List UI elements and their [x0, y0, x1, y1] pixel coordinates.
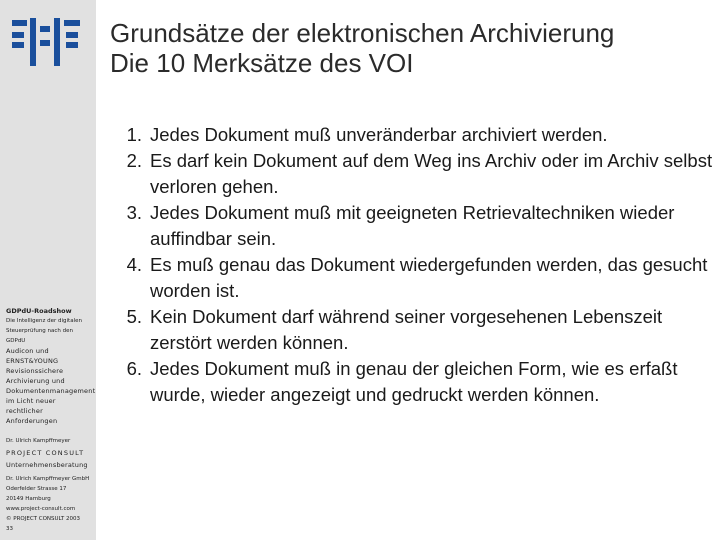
- website-link[interactable]: www.project-consult.com: [6, 506, 76, 512]
- list-item-text: Es muß genau das Dokument wiedergefunden werden, das gesucht worden ist.: [150, 254, 708, 301]
- list-item-number: 4.: [126, 254, 142, 275]
- list-item: [110, 304, 715, 356]
- list-item-number: 6.: [126, 358, 142, 379]
- company-full-name: Dr. Ulrich Kampffmeyer GmbH: [6, 476, 90, 482]
- list-item: [110, 148, 715, 200]
- page-number: 33: [6, 526, 13, 532]
- list-item-number: 1.: [126, 124, 142, 145]
- list-item: [110, 122, 715, 148]
- speaker-name: Dr. Ulrich Kampffmeyer: [6, 438, 71, 444]
- list-item: [110, 356, 715, 408]
- title-line-1: Grundsätze der elektronischen Archivierung: [110, 18, 615, 48]
- address-street: Oderfelder Strasse 17: [6, 486, 67, 492]
- slide-title: [110, 18, 710, 78]
- subtopic-label: Revisionssichere Archivierung und Dokumentenmanagement im Licht neuer rechtlicher Anforderungen: [6, 367, 96, 425]
- company-name: PROJECT CONSULT: [6, 449, 85, 457]
- list-item: [110, 200, 715, 252]
- list-item-text: Jedes Dokument muß mit geeigneten Retrievaltechniken wieder auffindbar sein.: [150, 202, 675, 249]
- project-consult-logo-icon: [12, 18, 82, 68]
- list-item-number: 2.: [126, 150, 142, 171]
- list-item-number: 5.: [126, 306, 142, 327]
- title-line-2: Die 10 Merksätze des VOI: [110, 48, 414, 78]
- list-item-text: Kein Dokument darf während seiner vorgesehenen Lebenszeit zerstört werden können.: [150, 306, 663, 353]
- list-item-text: Jedes Dokument muß unveränderbar archiviert werden.: [150, 124, 608, 145]
- list-item-number: 3.: [126, 202, 142, 223]
- principles-list: [110, 122, 715, 408]
- copyright-notice: © PROJECT CONSULT 2003: [6, 516, 80, 522]
- roadshow-label: GDPdU-Roadshow: [6, 307, 72, 315]
- company-tagline: Unternehmensberatung: [6, 461, 88, 469]
- list-item-text: Es darf kein Dokument auf dem Weg ins Archiv oder im Archiv selbst verloren gehen.: [150, 150, 713, 197]
- partners-label: Audicon und ERNST&YOUNG: [6, 347, 59, 365]
- list-item: [110, 252, 715, 304]
- roadshow-topic: Die Intelligenz der digitalen Steuerprüfung nach den GDPdU: [6, 318, 82, 344]
- sidebar: [0, 0, 96, 540]
- list-item-text: Jedes Dokument muß in genau der gleichen Form, wie es erfaßt wurde, wieder angezeigt und gedruckt werden können.: [150, 358, 678, 405]
- address-city: 20149 Hamburg: [6, 496, 51, 502]
